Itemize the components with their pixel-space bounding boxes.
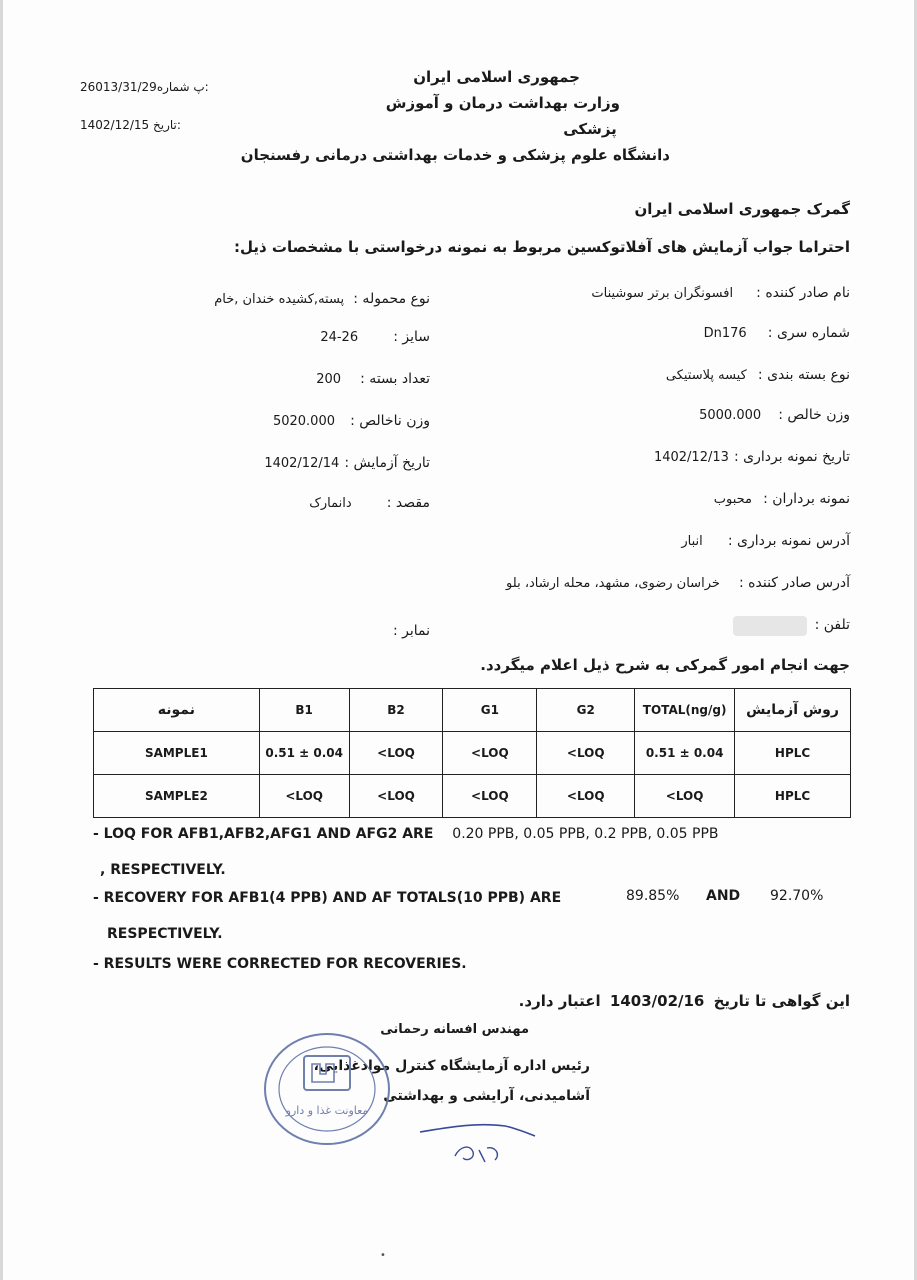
field-net-weight-value: 5000.000 [699,408,762,423]
recovery-and: AND [706,888,741,904]
field-issuer-address [506,572,850,591]
customs-sentence: جهت انجام امور گمرکی به شرح ذیل اعلام میگردد. [480,656,850,674]
table-cell: <LOQ [443,732,537,775]
note-recovery-text: - RECOVERY FOR AFB1(4 PPB) AND AF TOTALS(10 PPB) ARE [93,890,562,906]
table-cell: <LOQ [443,775,537,818]
field-destination [309,492,430,511]
field-packaging-label: نوع بسته بندی : [757,367,850,383]
field-issuer-address-value: خراسان رضوی، مشهد، محله ارشاد، بلو [506,576,720,591]
field-packaging [666,364,850,383]
validity-after: اعتبار دارد. [518,992,601,1010]
col-header-g1: G1 [443,689,537,732]
col-header-g2: G2 [537,689,635,732]
field-phone-label: تلفن : [814,617,850,633]
field-samplers-label: نمونه برداران : [763,491,850,507]
col-header-method: روش آزمایش [735,689,851,732]
table-cell: 0.51 ± 0.04 [635,732,735,775]
table-cell: SAMPLE2 [94,775,260,818]
header-line-2: وزارت بهداشت درمان و آموزش [385,94,620,112]
field-sampling-address [681,530,850,549]
table-cell: <LOQ [259,775,349,818]
table-cell: <LOQ [537,732,635,775]
field-fax [393,620,430,639]
field-packaging-value: کیسه پلاستیکی [665,368,747,383]
col-header-b2: B2 [349,689,443,732]
field-sampling-date-value: 1402/12/13 [653,450,729,465]
field-issuer-label: نام صادر کننده : [756,285,850,301]
field-package-count-value: 200 [316,372,342,387]
note-loq-respectively: , RESPECTIVELY. [100,862,226,878]
letter-date-label: تاریخ: [153,118,181,132]
field-cargo-type-label: نوع محموله : [353,291,430,307]
validity-statement [519,992,850,1010]
field-serial [704,322,850,341]
table-cell: <LOQ [537,775,635,818]
note-corrected: - RESULTS WERE CORRECTED FOR RECOVERIES. [93,956,467,972]
field-gross-weight [273,410,430,429]
letter-number [80,80,209,94]
field-destination-label: مقصد : [386,495,430,511]
note-loq [93,826,719,842]
validity-date: 1403/02/16 [609,992,705,1010]
field-serial-label: شماره سری : [767,325,850,341]
signatory-title-1: رئیس اداره آزمایشگاه کنترل موادغذایی، [313,1058,590,1074]
field-sampling-address-label: آدرس نمونه برداری : [727,533,850,549]
col-header-sample: نمونه [94,689,260,732]
field-package-count [316,368,430,387]
field-size-label: سایز : [393,329,430,345]
intro-text: احتراما جواب آزمایش های آفلاتوکسین مربوط به نمونه درخواستی با مشخصات ذیل: [233,238,850,256]
field-package-count-label: تعداد بسته : [360,371,430,387]
field-destination-value: دانمارک [309,496,352,511]
field-test-date-value: 1402/12/14 [264,456,340,471]
field-sampling-address-value: انبار [681,534,703,549]
field-serial-value: Dn176 [703,326,747,341]
letter-date [80,118,181,132]
recipient: گمرک جمهوری اسلامی ایران [634,200,850,218]
field-samplers-value: محبوب [713,492,752,507]
signature-mark [415,1110,545,1170]
validity-before: این گواهی تا تاریخ [713,992,850,1010]
field-cargo-type [214,288,430,307]
col-header-b1: B1 [259,689,349,732]
header-line-1: جمهوری اسلامی ایران [413,68,580,86]
signatory-title-2: آشامیدنی، آرایشی و بهداشتی [383,1088,590,1104]
table-cell: HPLC [735,732,851,775]
results-table [93,688,851,818]
table-cell: SAMPLE1 [94,732,260,775]
field-cargo-type-value: پسته,کشیده خندان ,خام [214,292,345,307]
field-gross-weight-value: 5020.000 [272,414,335,429]
table-cell: <LOQ [349,732,443,775]
redacted-phone [733,616,807,636]
header-line-4: دانشگاه علوم پزشکی و خدمات بهداشتی درمانی رفسنجان [240,146,670,164]
table-cell: <LOQ [349,775,443,818]
table-header-row [94,689,851,732]
page-mark: • [380,1250,386,1261]
field-issuer-address-label: آدرس صادر کننده : [739,575,850,591]
field-sampling-date-label: تاریخ نمونه برداری : [733,449,850,465]
recovery-value-2: 92.70% [770,888,824,904]
col-header-total: TOTAL(ng/g) [635,689,735,732]
page-edge-left [0,0,3,1280]
letter-date-value: 1402/12/15 [80,118,150,132]
note-loq-text: - LOQ FOR AFB1,AFB2,AFG1 AND AFG2 ARE [93,826,434,842]
field-size [320,326,430,345]
table-row [94,775,851,818]
official-seal [262,1030,392,1148]
signatory-name: مهندس افسانه رحمانی [380,1022,529,1037]
table-cell: 0.51 ± 0.04 [259,732,349,775]
field-test-date [264,452,430,471]
field-fax-label: نمابر : [392,623,430,639]
field-net-weight [699,404,850,423]
table-row [94,732,851,775]
field-sampling-date [654,446,850,465]
field-net-weight-label: وزن خالص : [778,407,850,423]
field-phone [815,614,850,633]
field-gross-weight-label: وزن ناخالص : [350,413,430,429]
note-recovery-respectively: RESPECTIVELY. [107,926,223,942]
letter-number-label: شماره: [156,80,209,94]
table-cell: <LOQ [635,775,735,818]
letter-number-value: 26013/31/29پ [80,80,205,94]
field-size-value: 24-26 [320,330,359,345]
field-samplers [714,488,850,507]
table-cell: HPLC [735,775,851,818]
note-loq-values: 0.20 PPB, 0.05 PPB, 0.2 PPB, 0.05 PPB [452,826,719,842]
field-issuer-value: افسونگران برتر سوشینات [591,286,734,301]
recovery-value-1: 89.85% [626,888,680,904]
field-issuer [591,282,850,301]
header-line-3: پزشکی [563,120,617,138]
field-test-date-label: تاریخ آزمایش : [344,455,430,471]
seal-text: معاونت غذا و دارو [285,1104,369,1117]
note-recovery [93,890,561,906]
